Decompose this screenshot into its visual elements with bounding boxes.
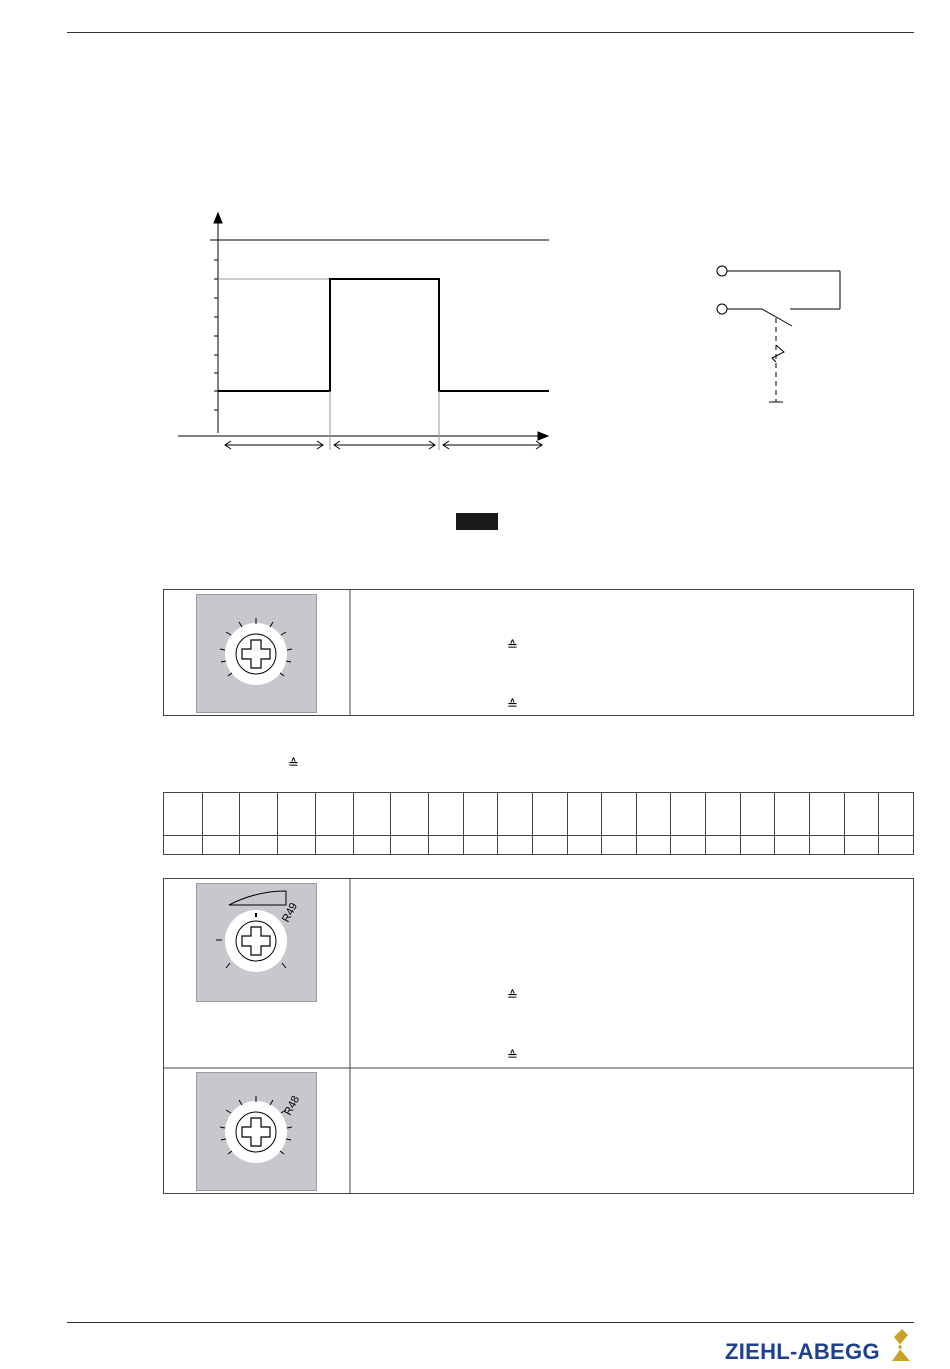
terminal-2 [717,304,727,314]
correspondence-mark: ≙ [507,698,518,713]
display-box [456,513,498,530]
x-axis-arrow [538,432,548,440]
terminal-1 [717,266,727,276]
correspondence-mark: ≙ [507,989,518,1004]
correspondence-mark: ≙ [288,757,299,772]
footer-rule [67,1322,914,1323]
pot-label: R48 [282,1093,303,1118]
switch-blade [762,309,792,326]
scale-table [163,792,914,855]
correspondence-mark: ≙ [507,1049,518,1064]
y-ticks [214,260,218,410]
potentiometer-r49 [196,883,318,1003]
brand-logo-icon [888,1327,916,1363]
relay-contact-symbol [710,260,850,410]
pulse-diagram [170,205,560,460]
potentiometer-r48 [196,1072,318,1192]
brand-logo-text: ZIEHL-ABEGG [725,1339,880,1364]
interval-arrows [225,441,542,449]
potentiometer-1 [196,594,318,714]
pot-label: R49 [280,900,301,925]
y-axis-arrow [214,213,222,223]
pulse-trace [218,279,549,391]
header-rule [67,32,914,33]
correspondence-mark: ≙ [507,639,518,654]
